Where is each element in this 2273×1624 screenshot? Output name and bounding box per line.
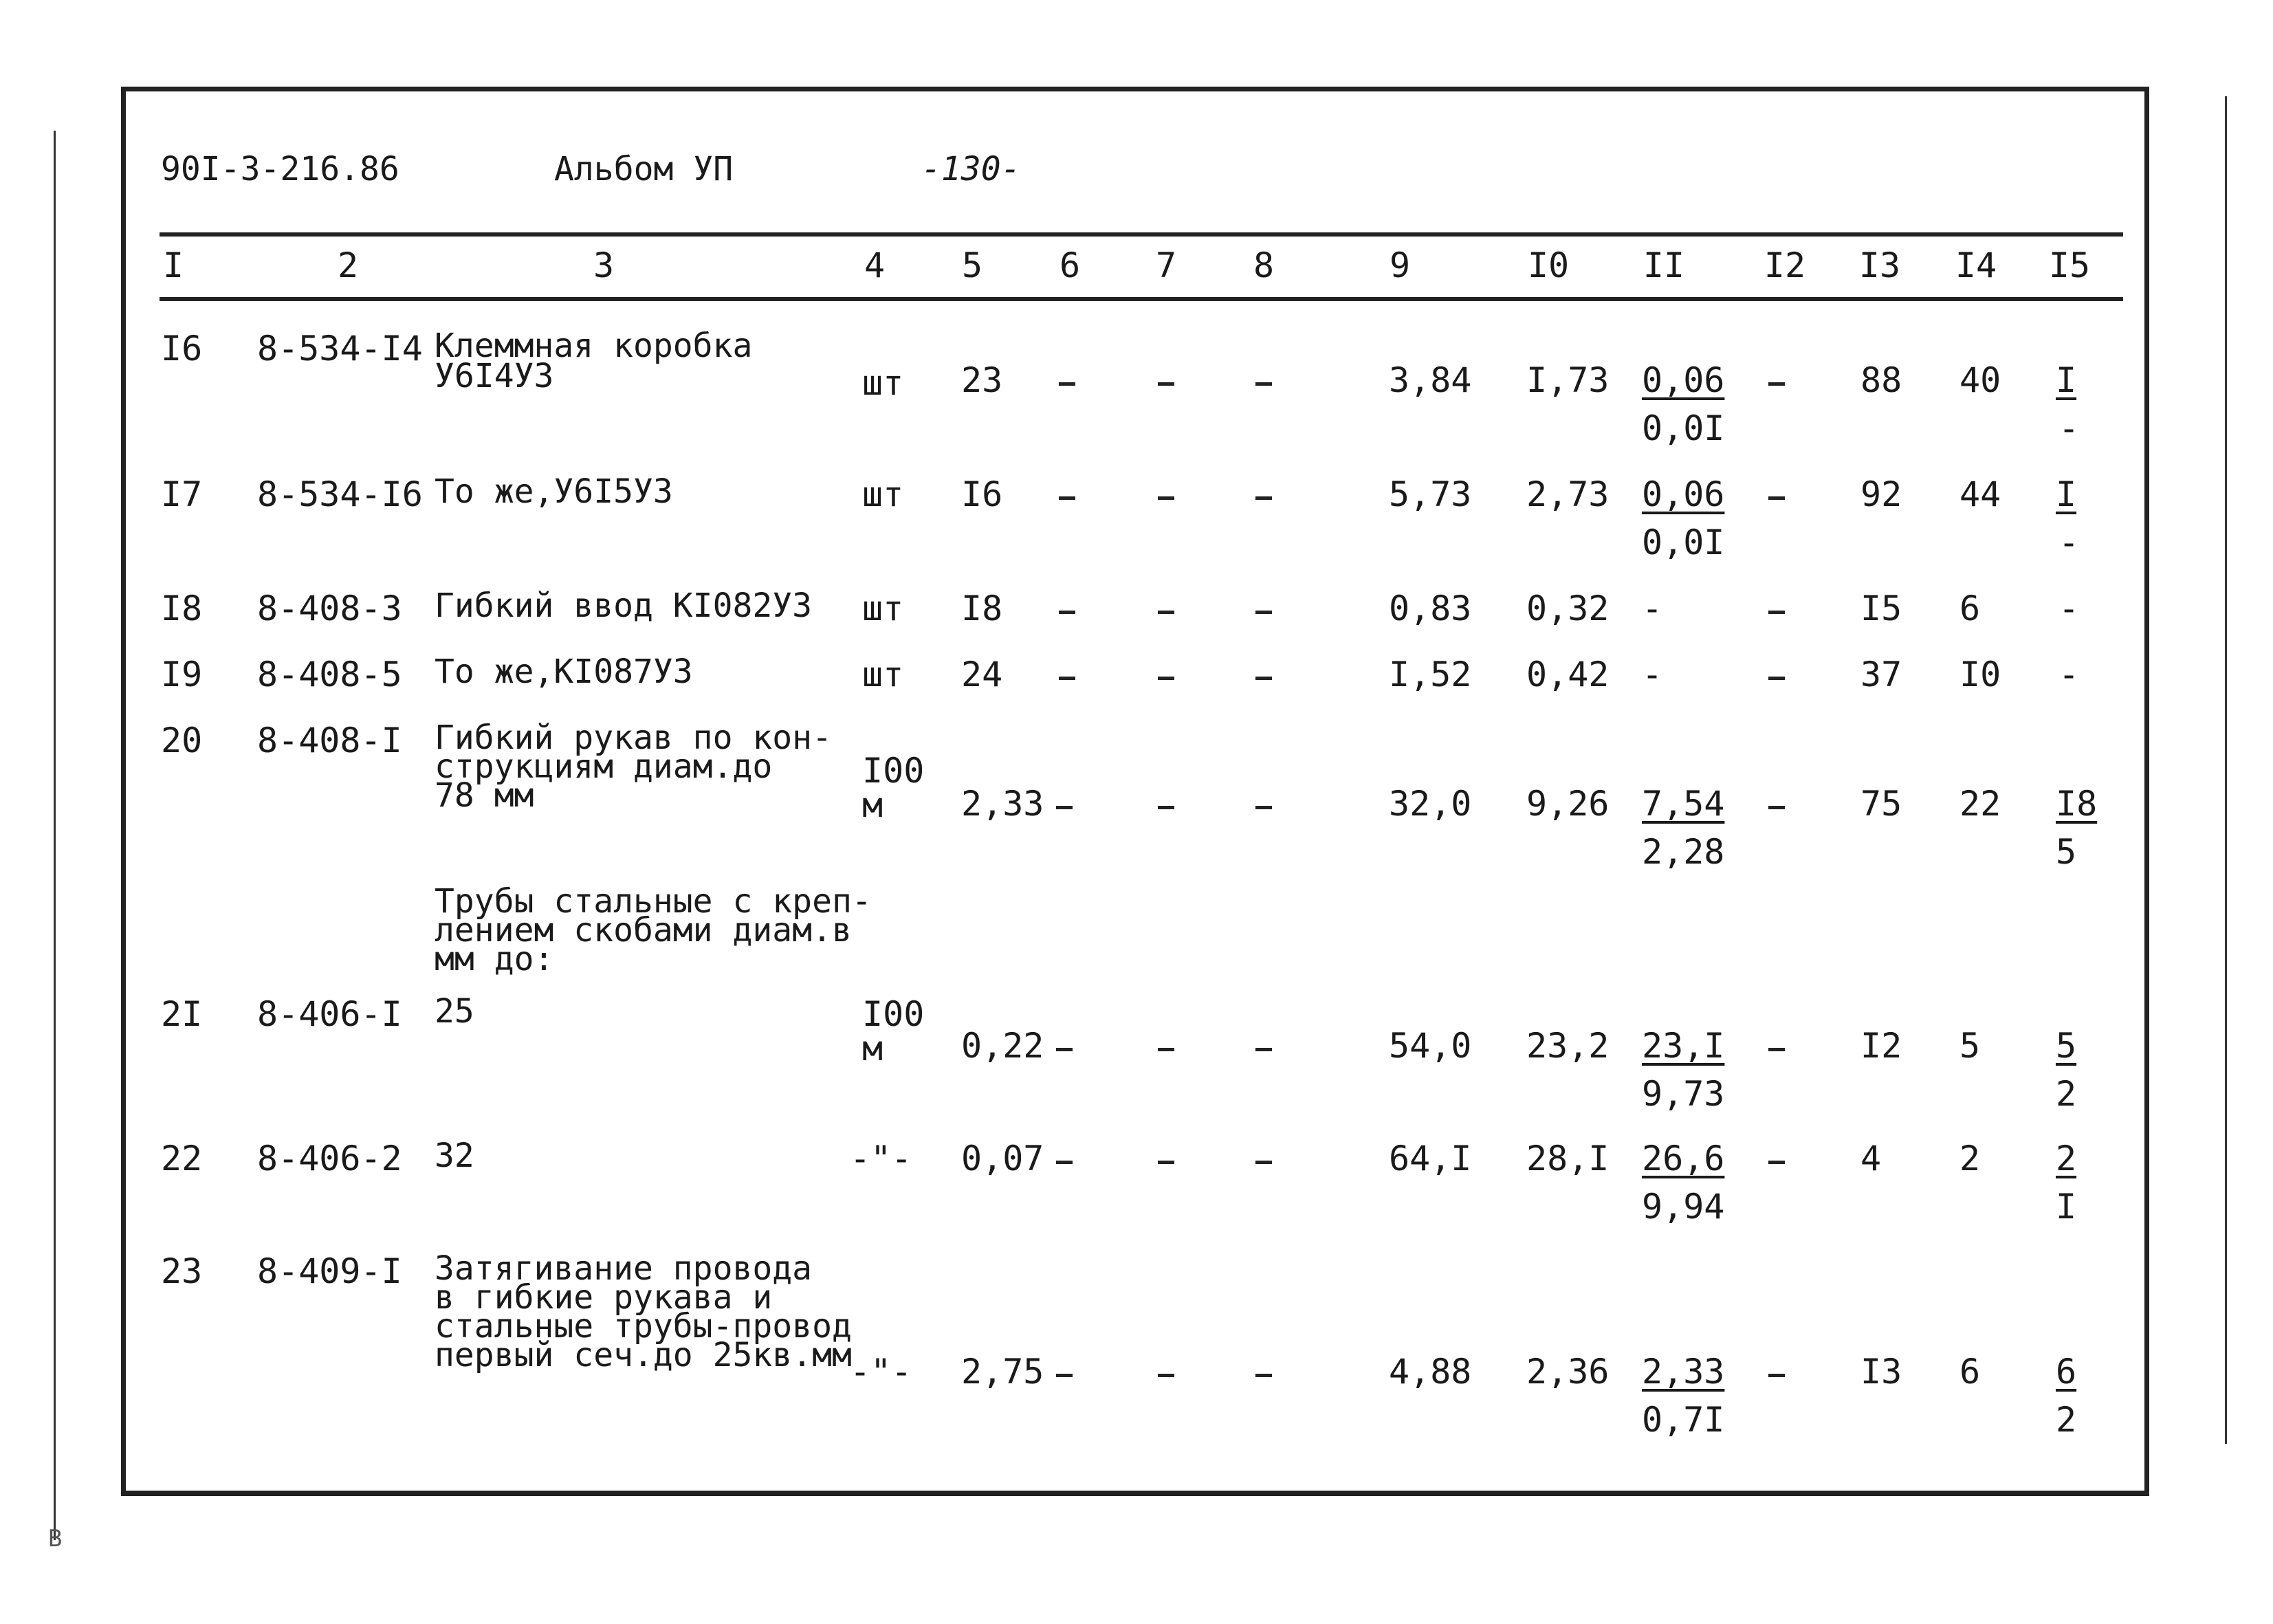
col-6: 6 — [1059, 245, 1081, 285]
row-19-c13: 37 — [1860, 655, 1902, 694]
row-21-c11-top: 23,I — [1642, 1026, 1725, 1066]
row-16-desc-2: У6I4УЗ — [435, 357, 554, 395]
row-18-c13: I5 — [1860, 589, 1902, 628]
col-5: 5 — [961, 245, 983, 285]
col-13: I3 — [1858, 245, 1901, 285]
row-16-c12-dash — [1768, 382, 1785, 386]
row-20-c12-dash — [1768, 806, 1785, 809]
row-21-c15-top: 5 — [2056, 1026, 2077, 1066]
row-21-c10: 23,2 — [1526, 1026, 1610, 1066]
row-23-c12-dash — [1768, 1374, 1785, 1377]
row-23-code: 8-409-I — [257, 1251, 402, 1291]
row-17-c12-dash — [1768, 496, 1785, 500]
row-22-c13: 4 — [1860, 1139, 1882, 1178]
row-17-c5: I6 — [961, 474, 1003, 514]
row-16-c11-top: 0,06 — [1642, 360, 1725, 400]
row-21-c6-dash — [1056, 1048, 1073, 1051]
row-18-c9: 0,83 — [1389, 589, 1472, 628]
row-20-num: 20 — [161, 721, 203, 760]
row-21-c14: 5 — [1959, 1026, 1981, 1066]
row-21-desc-1: 25 — [435, 992, 474, 1031]
row-16-num: I6 — [161, 329, 203, 369]
row-19-c11: - — [1642, 655, 1663, 694]
row-17-c7-dash — [1158, 496, 1174, 500]
row-19-c6-dash — [1059, 677, 1075, 680]
row-18-c8-dash — [1255, 611, 1272, 614]
row-21-unit-1: I00 — [862, 994, 925, 1034]
row-20-c7-dash — [1158, 806, 1174, 809]
row-23-desc-4: первый сеч.до 25кв.мм — [435, 1336, 852, 1374]
row-20-c15-top: I8 — [2056, 784, 2098, 824]
row-21-c8-dash — [1255, 1048, 1272, 1051]
group-header-1: Трубы стальные с креп- — [435, 882, 872, 921]
row-22-c15-top: 2 — [2056, 1139, 2077, 1178]
col-2: 2 — [337, 245, 359, 285]
row-22-code: 8-406-2 — [257, 1139, 402, 1178]
row-18-desc-1: Гибкий ввод КI082УЗ — [435, 586, 813, 625]
row-22-c11-bot: 9,94 — [1642, 1187, 1725, 1227]
row-21-c11-bot: 9,73 — [1642, 1074, 1725, 1114]
row-17-c10: 2,73 — [1526, 474, 1610, 514]
row-19-c8-dash — [1255, 677, 1272, 680]
row-23-num: 23 — [161, 1251, 203, 1291]
row-17-unit: шт — [862, 474, 904, 514]
row-17-c6-dash — [1059, 496, 1075, 500]
right-margin-line — [2225, 96, 2227, 1444]
row-20-c11-bot: 2,28 — [1642, 832, 1725, 872]
row-23-desc-2: в гибкие рукава и — [435, 1278, 773, 1317]
col-14: I4 — [1955, 245, 1997, 285]
row-22-num: 22 — [161, 1139, 203, 1178]
row-17-c15-top: I — [2056, 474, 2077, 514]
row-21-c12-dash — [1768, 1048, 1785, 1051]
col-15: I5 — [2048, 245, 2091, 285]
row-18-c14: 6 — [1959, 589, 1981, 628]
row-18-c11: - — [1642, 589, 1663, 628]
row-22-unit: -"- — [850, 1139, 912, 1178]
row-22-c12-dash — [1768, 1161, 1785, 1164]
row-20-desc-1: Гибкий рукав по кон- — [435, 718, 832, 757]
row-23-c7-dash — [1158, 1374, 1174, 1377]
row-22-c7-dash — [1158, 1161, 1174, 1164]
group-header-3: мм до: — [435, 940, 554, 978]
row-17-code: 8-534-I6 — [257, 474, 423, 514]
row-18-unit: шт — [862, 589, 904, 628]
page-number: -130- — [921, 150, 1021, 188]
row-16-c7-dash — [1158, 382, 1174, 386]
row-17-c11-top: 0,06 — [1642, 474, 1725, 514]
row-20-c10: 9,26 — [1526, 784, 1610, 824]
row-20-desc-2: струкциям диам.до — [435, 747, 773, 786]
row-21-c9: 54,0 — [1389, 1026, 1472, 1066]
row-21-c15-bot: 2 — [2056, 1074, 2077, 1114]
row-20-unit-2: м — [862, 785, 883, 825]
row-20-c9: 32,0 — [1389, 784, 1472, 824]
col-1: I — [162, 245, 184, 285]
row-16-c5: 23 — [961, 360, 1003, 400]
row-17-c14: 44 — [1959, 474, 2001, 514]
row-18-c12-dash — [1768, 611, 1785, 614]
row-19-c9: I,52 — [1389, 655, 1472, 694]
row-22-c15-bot: I — [2056, 1187, 2077, 1227]
row-18-num: I8 — [161, 589, 203, 628]
row-23-c15-top: 6 — [2056, 1352, 2077, 1392]
row-20-c8-dash — [1255, 806, 1272, 809]
row-20-c15-bot: 5 — [2056, 832, 2077, 872]
row-16-c6-dash — [1059, 382, 1075, 386]
row-20-c13: 75 — [1860, 784, 1902, 824]
row-16-c9: 3,84 — [1389, 360, 1472, 400]
row-23-c14: 6 — [1959, 1352, 1981, 1392]
row-20-desc-3: 78 мм — [435, 776, 534, 815]
row-21-num: 2I — [161, 994, 203, 1034]
row-19-desc-1: То же,КI087УЗ — [435, 652, 693, 691]
row-17-c11-bot: 0,0I — [1642, 523, 1725, 562]
col-11: II — [1643, 245, 1685, 285]
row-20-c5: 2,33 — [961, 784, 1044, 824]
row-21-unit-2: м — [862, 1029, 883, 1068]
row-22-desc-1: 32 — [435, 1137, 474, 1175]
row-17-c15-bot: - — [2058, 523, 2080, 562]
row-20-unit-1: I00 — [862, 751, 925, 791]
row-17-desc-1: То же,У6I5УЗ — [435, 472, 673, 511]
row-23-c6-dash — [1056, 1374, 1073, 1377]
row-23-c10: 2,36 — [1526, 1352, 1610, 1392]
row-23-desc-1: Затягивание провода — [435, 1249, 813, 1288]
col-10: I0 — [1527, 245, 1570, 285]
row-17-c9: 5,73 — [1389, 474, 1472, 514]
top-rule — [160, 232, 2123, 237]
row-18-c7-dash — [1158, 611, 1174, 614]
row-22-c11-top: 26,6 — [1642, 1139, 1725, 1178]
row-20-c14: 22 — [1959, 784, 2001, 824]
row-20-c11-top: 7,54 — [1642, 784, 1725, 824]
row-19-c10: 0,42 — [1526, 655, 1610, 694]
row-18-c10: 0,32 — [1526, 589, 1610, 628]
row-23-c9: 4,88 — [1389, 1352, 1472, 1392]
row-16-desc-1: Клеммная коробка — [435, 327, 753, 365]
row-22-c14: 2 — [1959, 1139, 1981, 1178]
row-22-c8-dash — [1255, 1161, 1272, 1164]
row-16-c15-top: I — [2056, 360, 2077, 400]
col-12: I2 — [1764, 245, 1806, 285]
row-19-unit: шт — [862, 655, 904, 694]
row-20-c6-dash — [1056, 806, 1073, 809]
col-8: 8 — [1253, 245, 1275, 285]
row-16-c8-dash — [1255, 382, 1272, 386]
row-19-c12-dash — [1768, 677, 1785, 680]
album-label: Альбом УП — [554, 150, 734, 188]
col-3: 3 — [593, 245, 615, 285]
row-22-c5: 0,07 — [961, 1139, 1044, 1178]
row-23-c15-bot: 2 — [2056, 1400, 2077, 1440]
row-21-c5: 0,22 — [961, 1026, 1044, 1066]
row-23-c5: 2,75 — [961, 1352, 1044, 1392]
margin-mark: В — [48, 1525, 63, 1552]
row-16-c13: 88 — [1860, 360, 1902, 400]
col-4: 4 — [864, 245, 886, 285]
row-23-unit: -"- — [850, 1352, 912, 1392]
row-23-c11-top: 2,33 — [1642, 1352, 1725, 1392]
row-18-code: 8-408-3 — [257, 589, 402, 628]
row-21-c7-dash — [1158, 1048, 1174, 1051]
row-19-c5: 24 — [961, 655, 1003, 694]
row-23-c13: I3 — [1860, 1352, 1902, 1392]
row-19-c15: - — [2058, 655, 2080, 694]
row-22-c10: 28,I — [1526, 1139, 1610, 1178]
row-21-code: 8-406-I — [257, 994, 402, 1034]
row-16-c15-bot: - — [2058, 408, 2080, 448]
group-header-2: лением скобами диам.в — [435, 911, 852, 950]
row-18-c6-dash — [1059, 611, 1075, 614]
row-19-num: I9 — [161, 655, 203, 694]
row-18-c15: - — [2058, 589, 2080, 628]
row-22-c6-dash — [1056, 1161, 1073, 1164]
col-9: 9 — [1389, 245, 1411, 285]
row-21-c13: I2 — [1860, 1026, 1902, 1066]
row-17-c8-dash — [1255, 496, 1272, 500]
row-18-c5: I8 — [961, 589, 1003, 628]
row-19-c7-dash — [1158, 677, 1174, 680]
row-20-code: 8-408-I — [257, 721, 402, 760]
row-19-code: 8-408-5 — [257, 655, 402, 694]
doc-code: 90I-3-216.86 — [161, 150, 399, 188]
row-16-c14: 40 — [1959, 360, 2001, 400]
row-16-code: 8-534-I4 — [257, 329, 423, 369]
left-margin-line — [54, 131, 56, 1540]
row-17-num: I7 — [161, 474, 203, 514]
row-16-c10: I,73 — [1526, 360, 1610, 400]
row-23-desc-3: стальные трубы-провод — [435, 1307, 852, 1346]
row-23-c8-dash — [1255, 1374, 1272, 1377]
row-17-c13: 92 — [1860, 474, 1902, 514]
row-19-c14: I0 — [1959, 655, 2001, 694]
row-16-c11-bot: 0,0I — [1642, 408, 1725, 448]
col-7: 7 — [1155, 245, 1177, 285]
row-16-unit: шт — [862, 363, 904, 403]
header-rule — [160, 297, 2123, 301]
row-23-c11-bot: 0,7I — [1642, 1400, 1725, 1440]
row-22-c9: 64,I — [1389, 1139, 1472, 1178]
